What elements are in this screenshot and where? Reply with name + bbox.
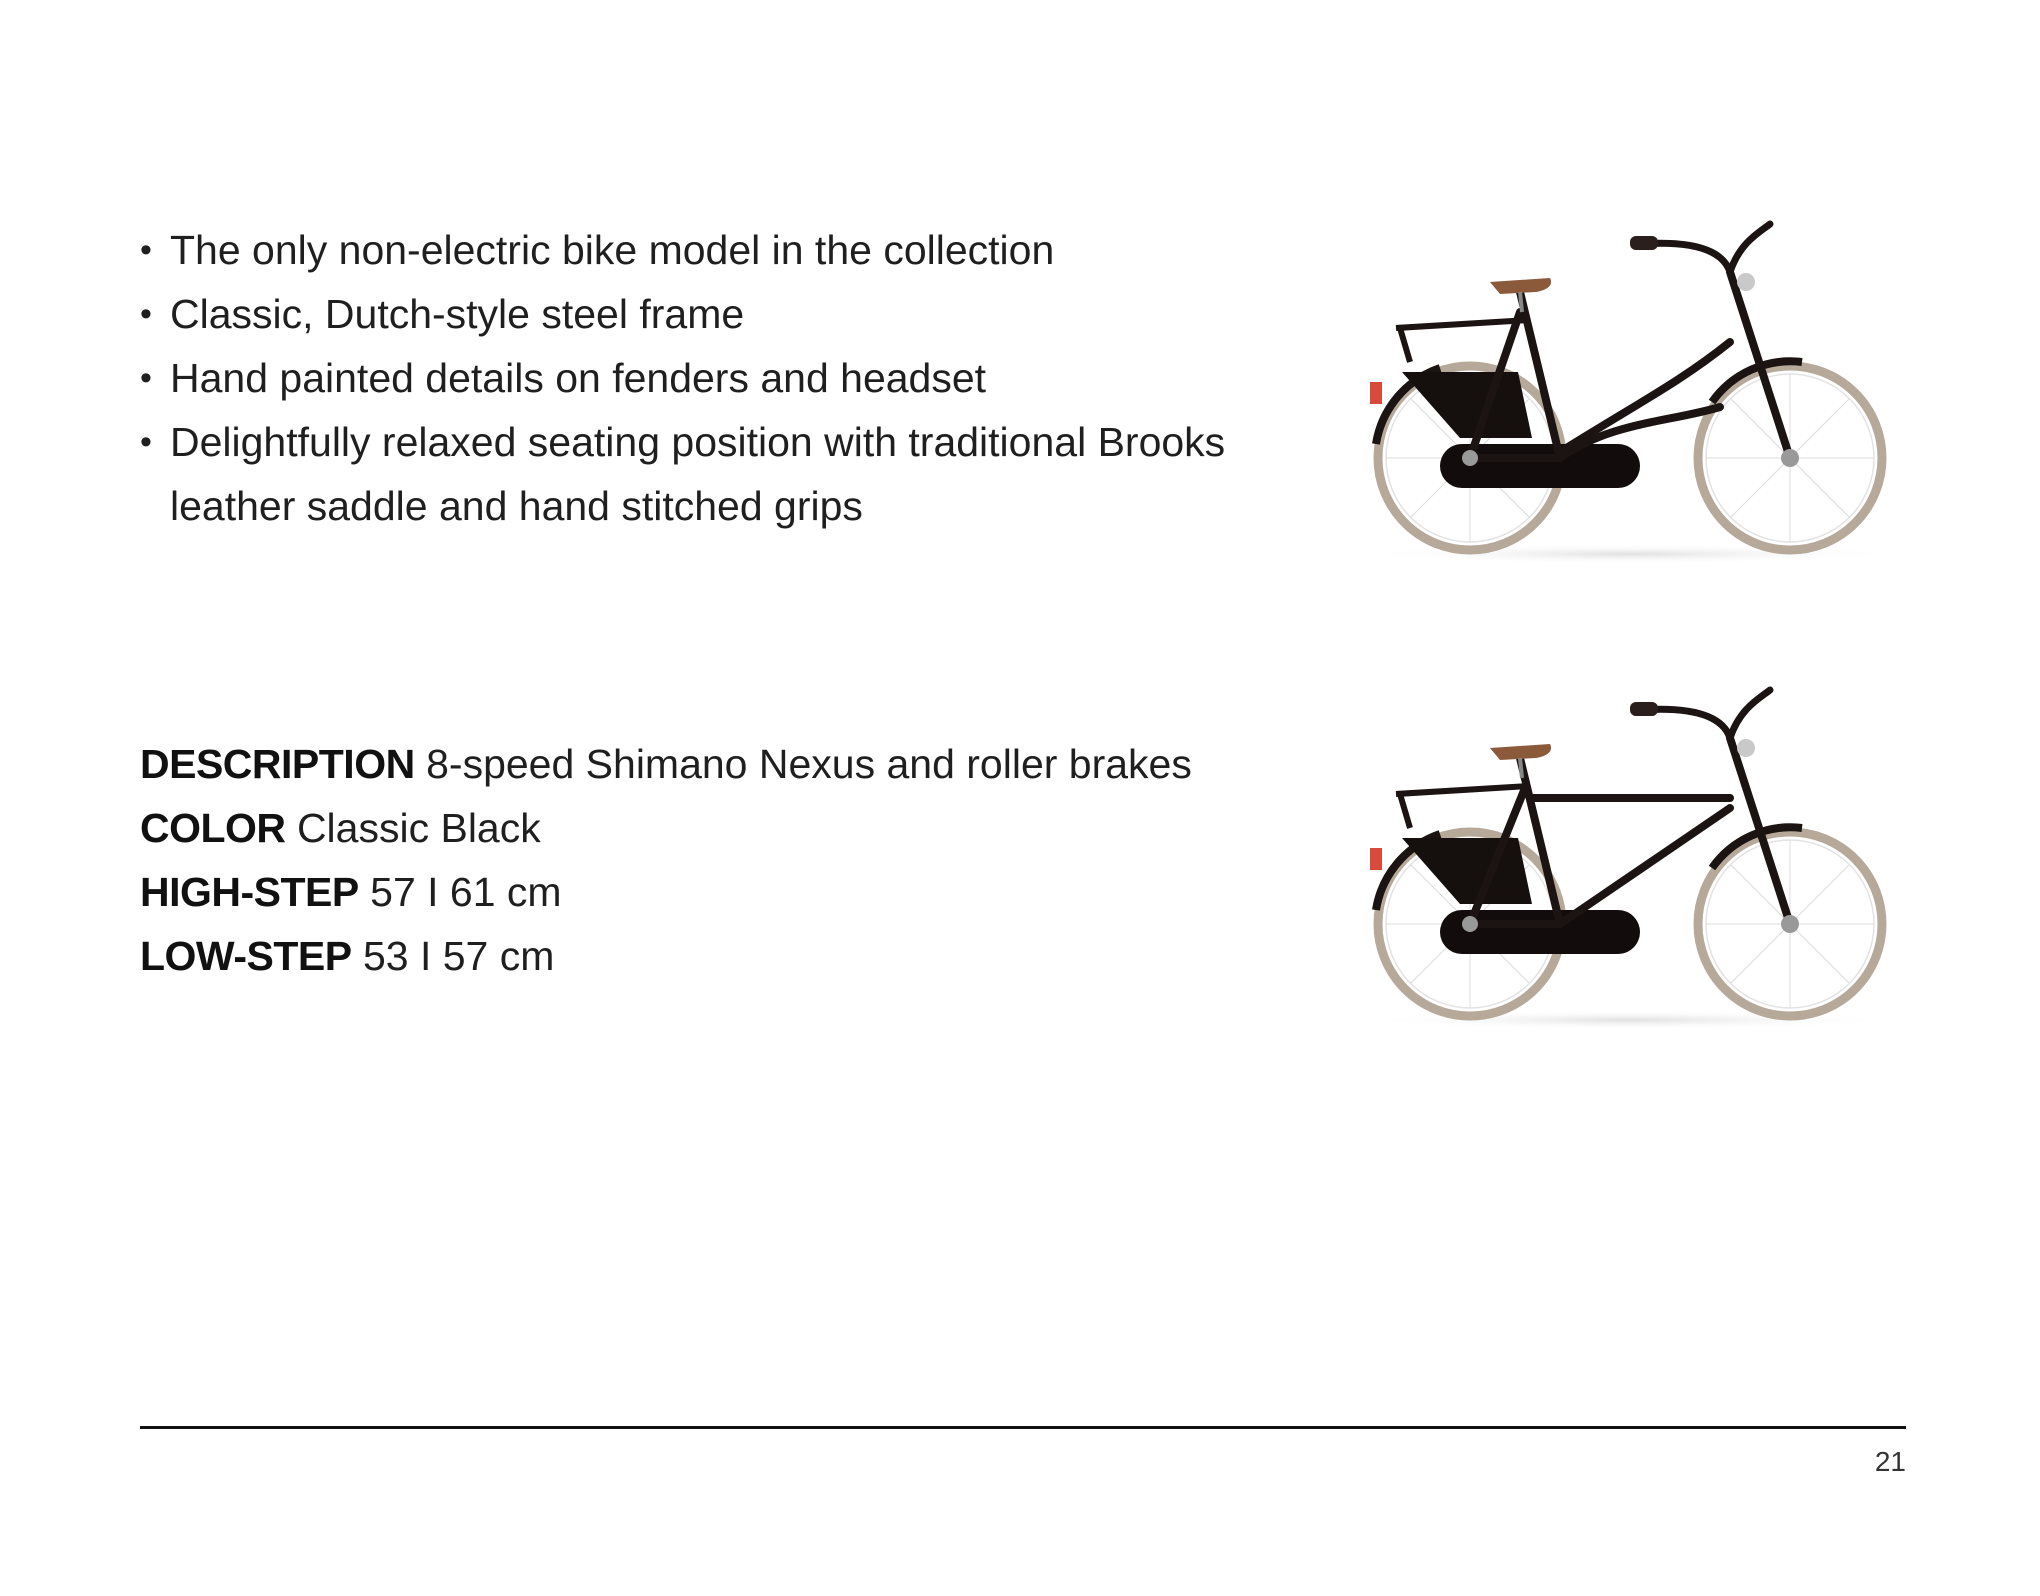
feature-item: • Classic, Dutch-style steel frame	[140, 291, 745, 337]
feature-item: • Delightfully relaxed seating position with traditional Brooks leather saddle and hand stitched grips	[140, 419, 1226, 529]
bike-low-step-image	[1340, 182, 1920, 572]
bike-high-step-image	[1340, 648, 1920, 1038]
spec-color: COLOR Classic Black	[140, 805, 541, 851]
feature-item: • The only non-electric bike model in the collection	[140, 227, 1055, 273]
spec-description: DESCRIPTION 8-speed Shimano Nexus and roller brakes	[140, 741, 1192, 787]
spec-high-step: HIGH-STEP 57 I 61 cm	[140, 869, 562, 915]
feature-list	[140, 218, 1340, 538]
footer-divider	[140, 1426, 1906, 1429]
page-number: 21	[1874, 1446, 1906, 1477]
spec-list	[140, 732, 1340, 988]
feature-item: • Hand painted details on fenders and headset	[140, 355, 987, 401]
spec-low-step: LOW-STEP 53 I 57 cm	[140, 933, 555, 979]
